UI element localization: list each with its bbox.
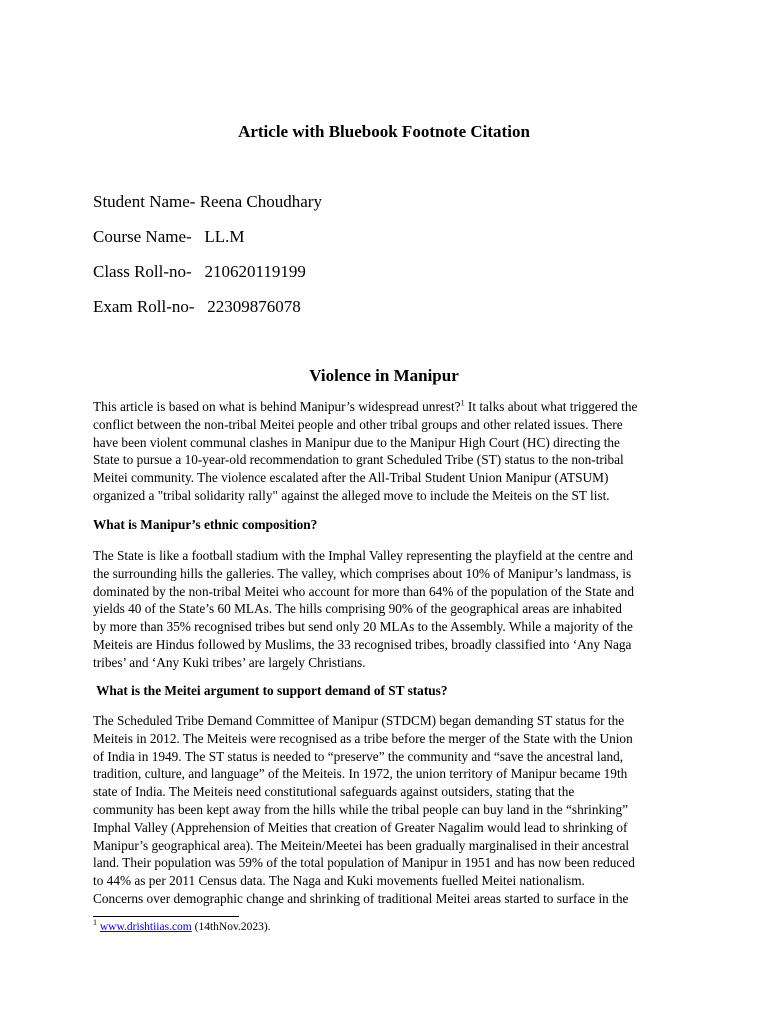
paragraph-line: The State is like a football stadium with the Imphal Valley representing the playfield at the centre and	[93, 548, 633, 563]
paragraph-line: Meiteis are Hindus followed by Muslims, the 33 recognised tribes, broadly classified into ‘Any Naga	[93, 636, 632, 652]
student-name-line: Student Name- Reena Choudhary	[93, 192, 322, 211]
paragraph-line: Manipur’s geographical area). The Meitein/Meetei has been gradually marginalised in their ancestral	[93, 837, 630, 853]
footnote-number: 1	[93, 918, 97, 928]
footnote	[93, 918, 271, 933]
article-title: Violence in Manipur	[309, 366, 459, 385]
section-heading-ethnic-composition: What is Manipur’s ethnic composition?	[93, 517, 318, 532]
section-heading-meitei-argument: What is the Meitei argument to support demand of ST status?	[93, 683, 448, 698]
footnote-reference[interactable]: 1	[460, 398, 465, 408]
paragraph-line: State to pursue a 10-year-old recommendation to grant Scheduled Tribe (ST) status to the non-tribal	[93, 452, 624, 468]
paragraph-line: tradition, culture, and language” of the Meiteis. In 1972, the union territory of Manipur became 19th	[93, 766, 628, 782]
paragraph-line: land. Their population was 59% of the total population of Manipur in 1951 and has now been reduced	[93, 855, 635, 871]
ethnic-composition-paragraph	[93, 547, 679, 672]
paragraph-line: Concerns over demographic change and shrinking of traditional Meitei areas started to surface in the	[93, 890, 629, 906]
paragraph-line: tribes’ and ‘Any Kuki tribes’ are largely Christians.	[93, 654, 366, 670]
paragraph-line: The Scheduled Tribe Demand Committee of Manipur (STDCM) began demanding ST status for the	[93, 713, 625, 728]
footnote-separator	[93, 916, 239, 917]
paragraph-line: dominated by the non-tribal Meitei who account for more than 64% of the population of the State and	[93, 583, 634, 599]
paragraph-line: organized a "tribal solidarity rally" against the alleged move to include the Meiteis on the ST list.	[93, 487, 610, 503]
paragraph-line: to 44% as per 2011 Census data. The Naga and Kuki movements fuelled Meitei nationalism.	[93, 873, 585, 889]
paragraph-line: community has been kept away from the hills while the tribal people can buy land in the “shrinking”	[93, 801, 629, 817]
intro-paragraph	[93, 398, 679, 505]
meitei-argument-paragraph	[93, 712, 679, 908]
footnote-date: (14thNov.2023).	[191, 921, 271, 933]
paragraph-line: by more than 35% recognised tribes but send only 20 MLAs to the Assembly. While a majority of the	[93, 619, 633, 635]
paragraph-line: have been violent communal clashes in Manipur due to the Manipur High Court (HC) directing the	[93, 434, 620, 450]
paragraph-line: yields 40 of the State’s 60 MLAs. The hills comprising 90% of the geographical areas are inhabited	[93, 601, 622, 617]
class-roll-line: Class Roll-no- 210620119199	[93, 262, 306, 281]
course-name-line: Course Name- LL.M	[93, 227, 245, 246]
footnote-link[interactable]: www.drishtiias.com	[99, 921, 192, 933]
paragraph-line: of India in 1949. The ST status is needed to “preserve” the community and “save the ancestral land,	[93, 748, 624, 764]
paragraph-line: Meitei community. The violence escalated after the All-Tribal Student Union Manipur (ATSUM)	[93, 470, 609, 486]
paragraph-line: conflict between the non-tribal Meitei people and other tribal groups and other related issues. There	[93, 416, 623, 432]
exam-roll-line: Exam Roll-no- 22309876078	[93, 297, 301, 316]
paragraph-line: Meiteis in 2012. The Meiteis were recognised as a tribe before the merger of the State with the Union	[93, 730, 633, 746]
paragraph-line: This article is based on what is behind Manipur’s widespread unrest?$^1$ It talks about what triggered the	[93, 398, 638, 414]
paragraph-line: the surrounding hills the galleries. The valley, which comprises about 10% of Manipur’s landmass, is	[93, 565, 632, 581]
paragraph-line: state of India. The Meiteis need constitutional safeguards against outsiders, stating that the	[93, 784, 575, 800]
paragraph-line: Imphal Valley (Apprehension of Meities that creation of Greater Nagalim would lead to shrinking of	[93, 819, 628, 835]
document-title: Article with Bluebook Footnote Citation	[238, 122, 530, 141]
